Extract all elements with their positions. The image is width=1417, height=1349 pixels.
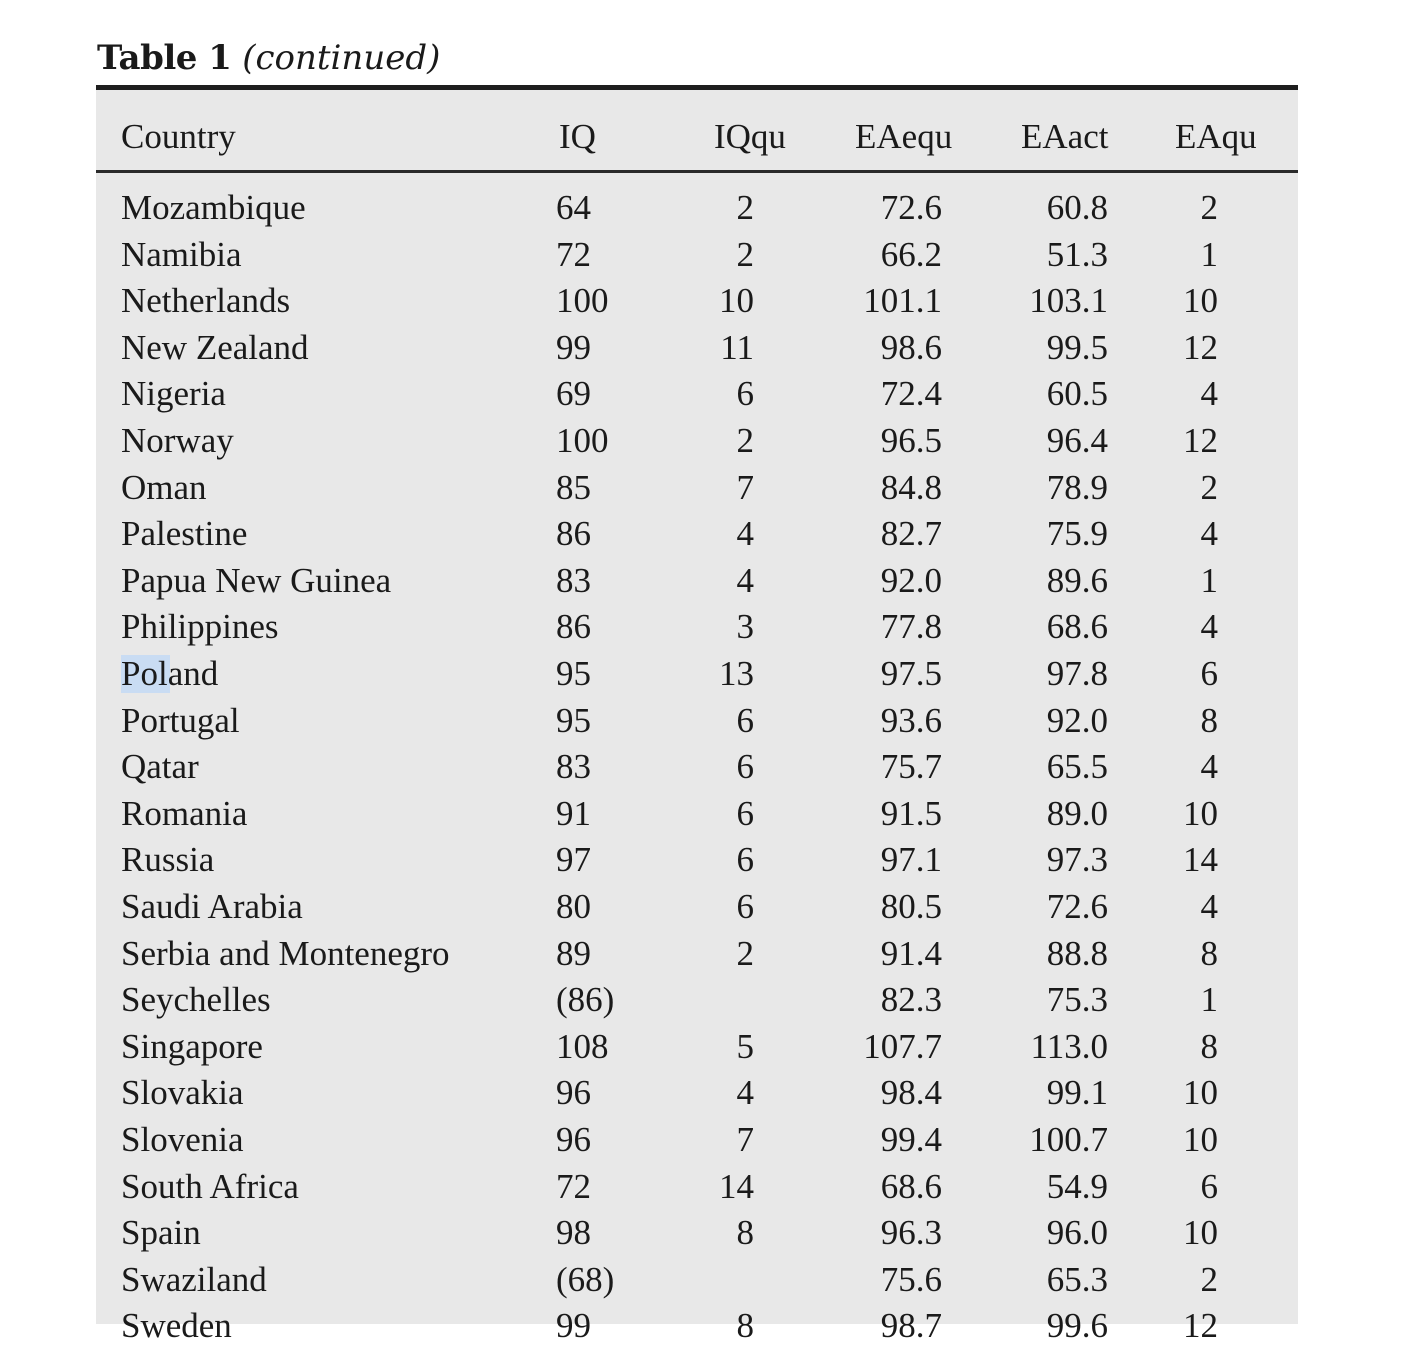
table-row [96, 1210, 1298, 1256]
table-row [96, 1070, 1298, 1116]
table-header-row [96, 114, 1298, 160]
cell-iqqu: 6 [736, 701, 754, 740]
cell-eaqu: 4 [1200, 607, 1218, 646]
cell-eaqu: 8 [1200, 1027, 1218, 1066]
cell-iqqu: 4 [736, 514, 754, 553]
cell-eaact: 96.4 [1046, 421, 1108, 460]
table-header-rule [96, 170, 1298, 173]
cell-iqqu: 4 [736, 1073, 754, 1112]
cell-iq: 99 [556, 328, 591, 367]
cell-eaact: 99.1 [1046, 1073, 1108, 1112]
cell-eaqu: 14 [1183, 840, 1218, 879]
cell-country: South Africa [121, 1167, 299, 1206]
cell-iq: 72 [556, 235, 591, 274]
cell-eaact: 51.3 [1046, 235, 1108, 274]
cell-iq: 96 [556, 1120, 591, 1159]
cell-eaequ: 98.4 [880, 1073, 942, 1112]
cell-iqqu: 6 [736, 794, 754, 833]
cell-eaact: 113.0 [1030, 1027, 1108, 1066]
cell-eaqu: 6 [1200, 1167, 1218, 1206]
cell-iqqu: 2 [736, 188, 754, 227]
cell-eaqu: 8 [1200, 934, 1218, 973]
cell-eaqu: 4 [1200, 374, 1218, 413]
cell-iq: 72 [556, 1167, 591, 1206]
cell-country: Netherlands [121, 281, 291, 320]
cell-country: Mozambique [121, 188, 306, 227]
table-row [96, 931, 1298, 977]
cell-country: Russia [121, 840, 215, 879]
cell-iqqu: 8 [736, 1306, 754, 1345]
cell-eaqu: 4 [1200, 887, 1218, 926]
cell-eaact: 60.5 [1046, 374, 1108, 413]
cell-iqqu: 14 [719, 1167, 754, 1206]
cell-country: Seychelles [121, 980, 271, 1019]
cell-iqqu: 10 [719, 281, 754, 320]
header-iq: IQ [559, 117, 596, 156]
cell-eaact: 97.8 [1046, 654, 1108, 693]
cell-eaact: 100.7 [1029, 1120, 1108, 1159]
table-row [96, 604, 1298, 650]
cell-eaequ: 72.6 [880, 188, 942, 227]
cell-country: Romania [121, 794, 248, 833]
cell-eaequ: 75.6 [880, 1260, 942, 1299]
cell-iq: 96 [556, 1073, 591, 1112]
cell-eaqu: 8 [1200, 701, 1218, 740]
table-row [96, 1257, 1298, 1303]
cell-country: Swaziland [121, 1260, 267, 1299]
table-row [96, 1024, 1298, 1070]
cell-eaequ: 97.5 [880, 654, 942, 693]
cell-eaequ: 107.7 [863, 1027, 942, 1066]
cell-iq: 108 [556, 1027, 609, 1066]
cell-iq: 86 [556, 607, 591, 646]
table-row [96, 371, 1298, 417]
cell-eaact: 99.5 [1046, 328, 1108, 367]
cell-eaequ: 98.6 [880, 328, 942, 367]
cell-eaact: 78.9 [1046, 468, 1108, 507]
cell-eaequ: 75.7 [880, 747, 942, 786]
cell-iq: 89 [556, 934, 591, 973]
table-row [96, 837, 1298, 883]
table-row [96, 1164, 1298, 1210]
cell-eaact: 99.6 [1046, 1306, 1108, 1345]
cell-eaequ: 96.3 [880, 1213, 942, 1252]
cell-iq: 99 [556, 1306, 591, 1345]
cell-eaact: 72.6 [1046, 887, 1108, 926]
cell-eaequ: 80.5 [880, 887, 942, 926]
cell-iqqu: 6 [736, 747, 754, 786]
cell-iq: 91 [556, 794, 591, 833]
cell-eaact: 54.9 [1046, 1167, 1108, 1206]
cell-eaequ: 72.4 [880, 374, 942, 413]
cell-eaequ: 96.5 [880, 421, 942, 460]
cell-iqqu: 5 [736, 1027, 754, 1066]
table-row [96, 1117, 1298, 1163]
cell-eaqu: 12 [1183, 1306, 1218, 1345]
cell-eaequ: 77.8 [880, 607, 942, 646]
cell-iq: 95 [556, 701, 591, 740]
cell-iq: 69 [556, 374, 591, 413]
cell-eaequ: 98.7 [880, 1306, 942, 1345]
cell-iqqu: 2 [736, 421, 754, 460]
cell-iq: 100 [556, 281, 609, 320]
cell-iq: (86) [556, 980, 615, 1019]
cell-iqqu: 2 [736, 235, 754, 274]
cell-iqqu: 7 [736, 468, 754, 507]
cell-iqqu: 7 [736, 1120, 754, 1159]
cell-eaact: 75.9 [1046, 514, 1108, 553]
cell-iq: 97 [556, 840, 591, 879]
table-row [96, 744, 1298, 790]
cell-country: Poland [121, 654, 219, 693]
table-row [96, 977, 1298, 1023]
table-row [96, 511, 1298, 557]
cell-eaequ: 99.4 [880, 1120, 942, 1159]
cell-iq: 100 [556, 421, 609, 460]
cell-country: Saudi Arabia [121, 887, 303, 926]
header-eaact: EAact [1021, 117, 1109, 156]
cell-country: Palestine [121, 514, 248, 553]
cell-country: Papua New Guinea [121, 561, 392, 600]
cell-eaact: 65.3 [1046, 1260, 1108, 1299]
table-row [96, 558, 1298, 604]
cell-iq: 83 [556, 747, 591, 786]
cell-country: Philippines [121, 607, 279, 646]
cell-country: Singapore [121, 1027, 263, 1066]
cell-iq: 83 [556, 561, 591, 600]
cell-country: Spain [121, 1213, 201, 1252]
cell-eaequ: 92.0 [880, 561, 942, 600]
table-row [96, 1303, 1298, 1349]
cell-country: New Zealand [121, 328, 309, 367]
cell-iqqu: 8 [736, 1213, 754, 1252]
cell-eaact: 65.5 [1046, 747, 1108, 786]
table-row [96, 232, 1298, 278]
cell-eaequ: 66.2 [880, 235, 942, 274]
cell-iqqu: 11 [720, 328, 754, 367]
cell-eaact: 68.6 [1046, 607, 1108, 646]
cell-eaequ: 68.6 [880, 1167, 942, 1206]
cell-eaequ: 82.7 [880, 514, 942, 553]
header-eaequ: EAequ [855, 117, 953, 156]
cell-eaqu: 4 [1200, 514, 1218, 553]
table-row [96, 884, 1298, 930]
cell-country: Serbia and Montenegro [121, 934, 450, 973]
cell-eaequ: 93.6 [880, 701, 942, 740]
cell-country: Namibia [121, 235, 242, 274]
cell-iqqu: 6 [736, 887, 754, 926]
cell-eaqu: 1 [1200, 980, 1218, 1019]
cell-country: Portugal [121, 701, 240, 740]
cell-eaqu: 2 [1200, 1260, 1218, 1299]
cell-iqqu: 3 [736, 607, 754, 646]
cell-iqqu: 6 [736, 374, 754, 413]
cell-eaqu: 12 [1183, 421, 1218, 460]
cell-eaact: 97.3 [1046, 840, 1108, 879]
table-caption-label: Table 1 [97, 38, 232, 78]
cell-eaequ: 97.1 [880, 840, 942, 879]
cell-iq: 64 [556, 188, 591, 227]
table-row [96, 698, 1298, 744]
data-table [96, 90, 1298, 1345]
cell-eaqu: 10 [1183, 1120, 1218, 1159]
cell-iqqu: 6 [736, 840, 754, 879]
cell-iq: 98 [556, 1213, 591, 1252]
table-row [96, 278, 1298, 324]
cell-eaact: 88.8 [1046, 934, 1108, 973]
cell-eaqu: 6 [1200, 654, 1218, 693]
table-row [96, 791, 1298, 837]
cell-iqqu: 2 [736, 934, 754, 973]
cell-country: Qatar [121, 747, 199, 786]
cell-eaqu: 2 [1200, 468, 1218, 507]
cell-eaequ: 101.1 [863, 281, 942, 320]
cell-eaqu: 10 [1183, 1073, 1218, 1112]
table-row [96, 325, 1298, 371]
cell-eaqu: 10 [1183, 1213, 1218, 1252]
table-row [96, 651, 1298, 697]
cell-eaact: 60.8 [1046, 188, 1108, 227]
cell-eaequ: 84.8 [880, 468, 942, 507]
cell-eaact: 89.6 [1046, 561, 1108, 600]
cell-eaqu: 1 [1200, 561, 1218, 600]
table-row [96, 185, 1298, 231]
cell-iq: 95 [556, 654, 591, 693]
cell-country: Slovenia [121, 1120, 244, 1159]
table-row [96, 465, 1298, 511]
header-iqqu: IQqu [714, 117, 786, 156]
cell-eaequ: 91.4 [880, 934, 942, 973]
cell-eaact: 89.0 [1046, 794, 1108, 833]
cell-iqqu: 13 [719, 654, 754, 693]
cell-iqqu: 4 [736, 561, 754, 600]
cell-country: Slovakia [121, 1073, 244, 1112]
cell-country: Sweden [121, 1306, 232, 1345]
cell-eaact: 92.0 [1046, 701, 1108, 740]
cell-country: Oman [121, 468, 207, 507]
cell-eaqu: 12 [1183, 328, 1218, 367]
header-country: Country [121, 117, 236, 156]
cell-eaqu: 1 [1200, 235, 1218, 274]
table-caption [97, 36, 440, 80]
cell-iq: 80 [556, 887, 591, 926]
cell-eaqu: 10 [1183, 281, 1218, 320]
cell-country: Norway [121, 421, 234, 460]
cell-eaact: 75.3 [1046, 980, 1108, 1019]
header-eaqu: EAqu [1175, 117, 1257, 156]
cell-iq: 85 [556, 468, 591, 507]
cell-eaequ: 91.5 [880, 794, 942, 833]
table-row [96, 418, 1298, 464]
cell-eaqu: 10 [1183, 794, 1218, 833]
cell-iq: (68) [556, 1260, 615, 1299]
cell-iq: 86 [556, 514, 591, 553]
cell-eaact: 103.1 [1029, 281, 1108, 320]
cell-eaact: 96.0 [1046, 1213, 1108, 1252]
table-caption-note: (continued) [242, 38, 441, 78]
cell-country: Nigeria [121, 374, 226, 413]
cell-eaequ: 82.3 [880, 980, 942, 1019]
cell-eaqu: 2 [1200, 188, 1218, 227]
cell-eaqu: 4 [1200, 747, 1218, 786]
